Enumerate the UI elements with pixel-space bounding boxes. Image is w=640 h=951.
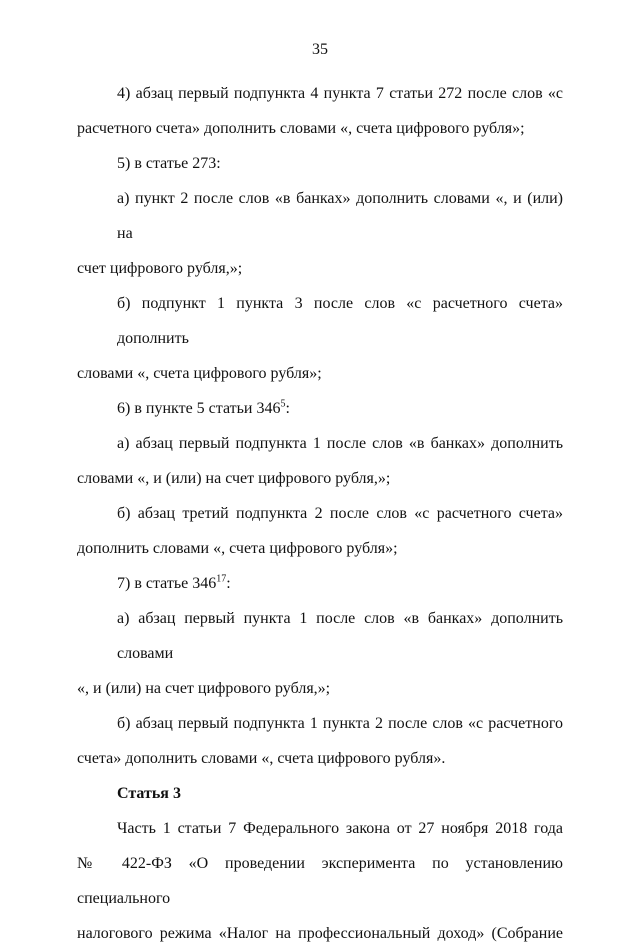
item-6a-line-2: словами «, и (или) на счет цифрового рубля,»; (77, 470, 391, 487)
item-5a-line-1: а) пункт 2 после слов «в банках» дополнить словами «, и (или) на (117, 190, 563, 242)
article-3-line-3: налогового режима «Налог на профессиональный доход» (Собрание (77, 925, 563, 942)
item-5b-line-1: б) подпункт 1 пункта 3 после слов «с расчетного счета» дополнить (117, 295, 563, 347)
item-4-line-1: 4) абзац первый подпункта 4 пункта 7 статьи 272 после слов «с (117, 85, 563, 102)
article-3-line-2: № 422-ФЗ «О проведении эксперимента по установлению специального (77, 855, 563, 907)
item-6b-line-2: дополнить словами «, счета цифрового рубля»; (77, 540, 398, 557)
item-6-text: 6) в пункте 5 статьи 346 (117, 400, 281, 417)
item-7-heading (77, 566, 563, 601)
item-7-superscript: 17 (216, 573, 227, 585)
article-3-heading: Статья 3 (117, 785, 181, 802)
item-5b-line-2: словами «, счета цифрового рубля»; (77, 365, 322, 382)
item-7b-line-1: б) абзац первый подпункта 1 пункта 2 после слов «с расчетного (117, 715, 563, 732)
item-7a-line-1: а) абзац первый пункта 1 после слов «в банках» дополнить словами (117, 610, 563, 662)
item-6b-line-1: б) абзац третий подпункта 2 после слов «с расчетного счета» (117, 505, 563, 522)
item-6-heading (77, 391, 563, 426)
item-6-tail: : (285, 400, 290, 417)
item-5-heading: 5) в статье 273: (117, 155, 221, 172)
item-7b-line-2: счета» дополнить словами «, счета цифрового рубля». (77, 750, 446, 767)
article-3-line-1: Часть 1 статьи 7 Федерального закона от 27 ноября 2018 года (117, 820, 563, 837)
item-5a-line-2: счет цифрового рубля,»; (77, 260, 243, 277)
document-body (77, 76, 563, 951)
item-7a-line-2: «, и (или) на счет цифрового рубля,»; (77, 680, 331, 697)
item-7-text: 7) в статье 346 (117, 575, 217, 592)
page-number: 35 (312, 41, 328, 58)
item-7-tail: : (226, 575, 231, 592)
item-4-line-2: расчетного счета» дополнить словами «, счета цифрового рубля»; (77, 120, 525, 137)
item-6a-line-1: а) абзац первый подпункта 1 после слов «в банках» дополнить (117, 435, 563, 452)
item-6-superscript: 5 (280, 398, 286, 410)
